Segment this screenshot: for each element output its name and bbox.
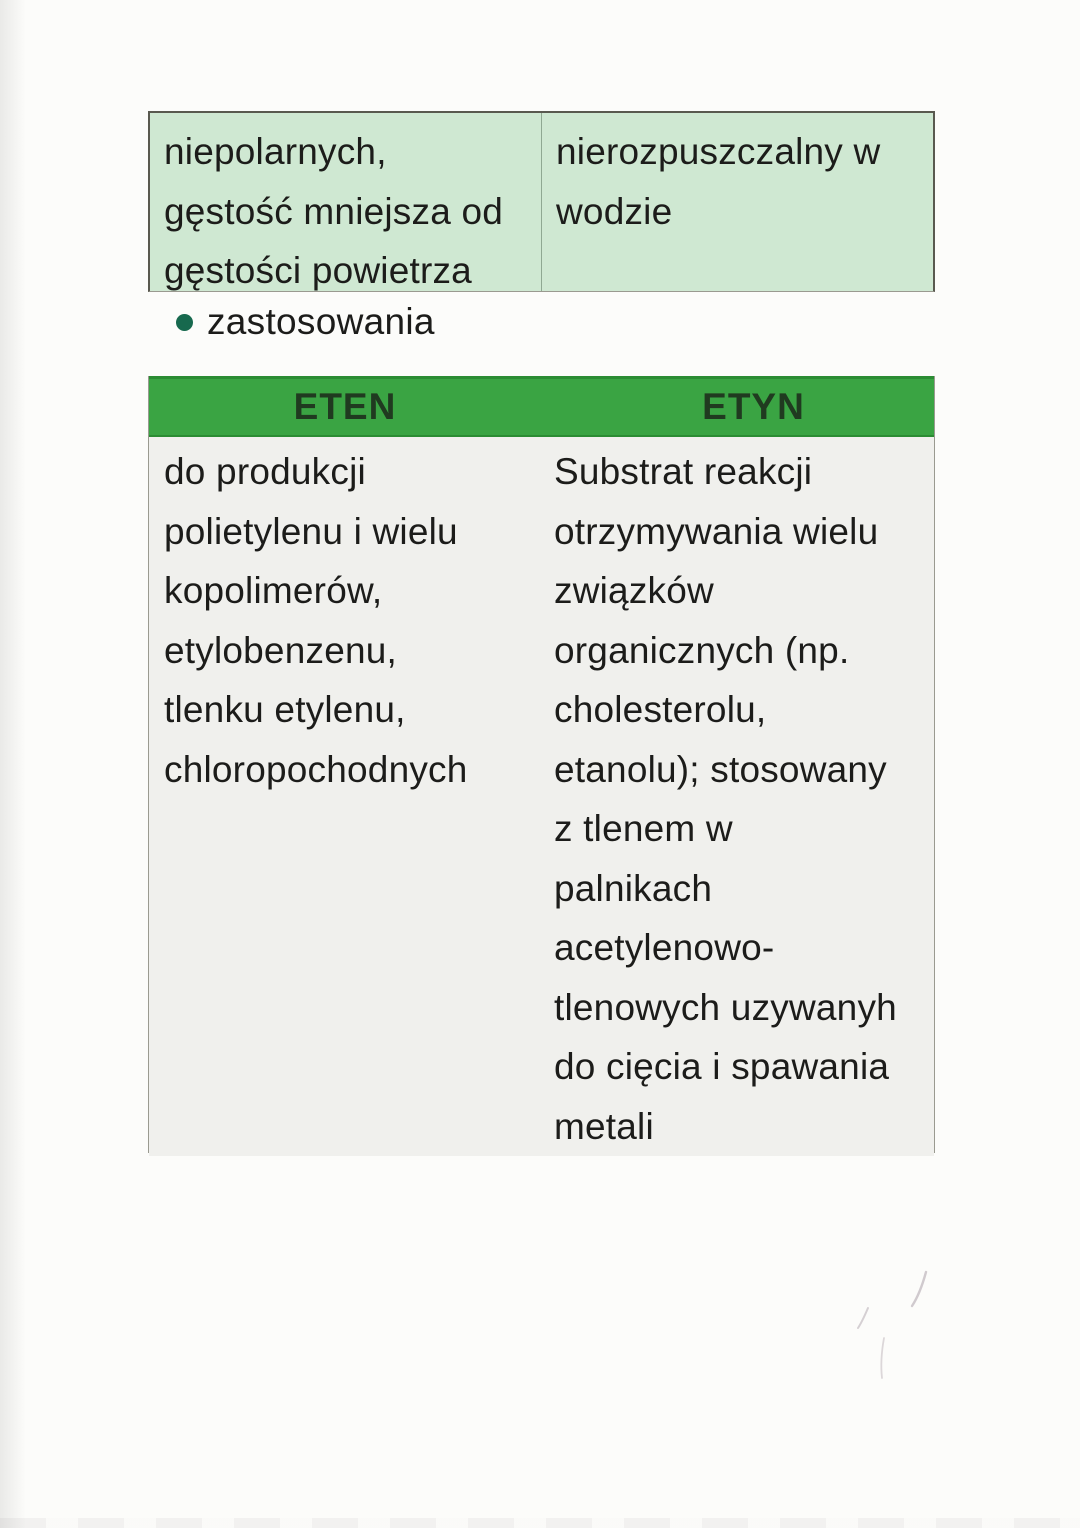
applications-cell-etyn bbox=[541, 437, 934, 1156]
scan-bottom-artifact bbox=[0, 1518, 1080, 1528]
text-line: tlenku etylenu, bbox=[164, 689, 406, 730]
properties-table bbox=[148, 111, 935, 292]
scan-edge-shadow bbox=[0, 0, 26, 1528]
text-line: gęstość mniejsza od bbox=[164, 190, 504, 232]
text-line: organicznych (np. bbox=[554, 629, 850, 671]
column-header-etyn: ETYN bbox=[702, 386, 805, 427]
text-line: Substrat reakcji bbox=[554, 451, 813, 492]
text-line: otrzymywania wielu bbox=[554, 510, 879, 552]
text-line: acetylenowo- bbox=[554, 927, 775, 968]
text-line: nierozpuszczalny w bbox=[556, 131, 881, 172]
text-line: tlenowych uzywanyh bbox=[554, 986, 897, 1028]
text-line: cholesterolu, bbox=[554, 689, 767, 730]
text-line: etylobenzenu, bbox=[164, 629, 398, 671]
bullet-label: zastosowania bbox=[207, 301, 435, 342]
text-line: metali bbox=[554, 1105, 654, 1147]
properties-cell-eten bbox=[150, 113, 542, 291]
text-line: do produkcji bbox=[164, 451, 366, 492]
text-line: palnikach bbox=[554, 867, 713, 909]
applications-table bbox=[148, 376, 935, 1153]
column-header-eten: ETEN bbox=[293, 386, 397, 427]
bullet-item-zastosowania bbox=[176, 300, 435, 344]
text-line: niepolarnych, bbox=[164, 131, 387, 172]
bullet-icon bbox=[176, 314, 193, 331]
properties-cell-etyn bbox=[542, 113, 933, 291]
text-line: gęstości powietrza bbox=[164, 250, 472, 291]
pen-mark-artifact bbox=[840, 1260, 960, 1390]
text-line: polietylenu i wielu bbox=[164, 510, 458, 552]
text-line: z tlenem w bbox=[554, 808, 733, 849]
applications-cell-eten bbox=[149, 437, 541, 1156]
applications-table-body bbox=[149, 437, 934, 1156]
text-line: etanolu); stosowany bbox=[554, 748, 887, 790]
text-line: kopolimerów, bbox=[164, 570, 383, 611]
text-line: związków bbox=[554, 570, 714, 611]
text-line: do cięcia i spawania bbox=[554, 1046, 890, 1087]
text-line: wodzie bbox=[556, 190, 673, 232]
applications-table-header bbox=[149, 376, 934, 437]
text-line: chloropochodnych bbox=[164, 748, 468, 790]
